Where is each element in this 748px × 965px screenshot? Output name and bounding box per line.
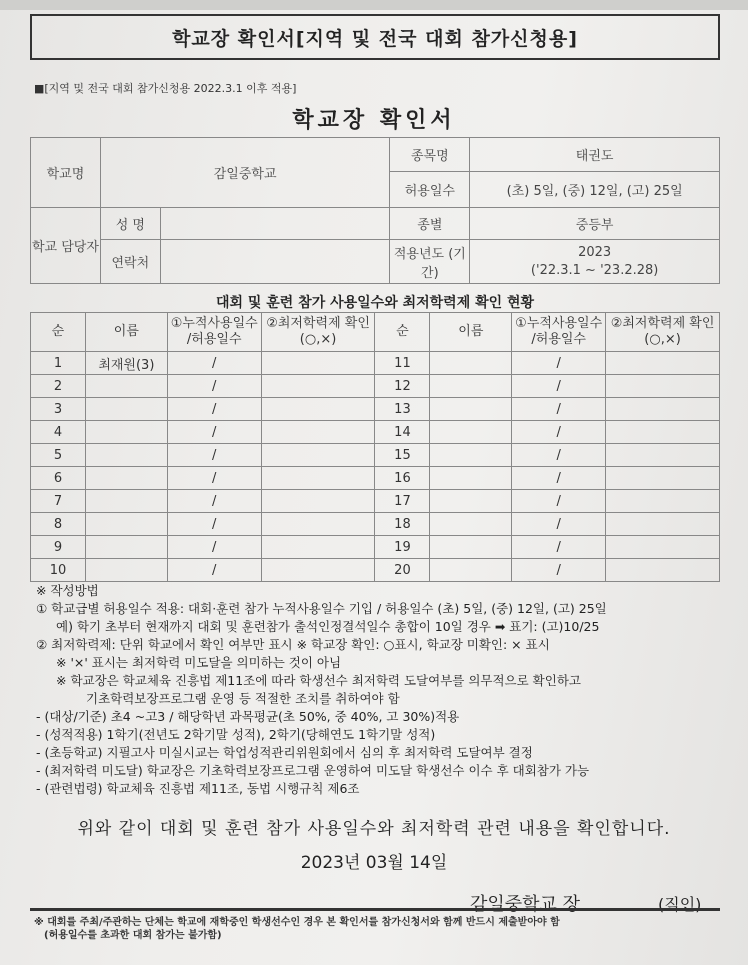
school-label: 학교명 xyxy=(31,138,101,208)
check-cell xyxy=(606,375,720,398)
col-name-right: 이름 xyxy=(430,313,512,352)
category-value: 중등부 xyxy=(470,208,720,240)
instruction-line: 기초학력보장프로그램 운영 등 적절한 조치를 취하여야 함 xyxy=(86,691,400,706)
athlete-name xyxy=(430,444,512,467)
days-cell: / xyxy=(167,536,261,559)
row-number: 8 xyxy=(31,513,86,536)
row-number: 20 xyxy=(375,559,430,582)
col-no-right: 순 xyxy=(375,313,430,352)
row-number: 4 xyxy=(31,421,86,444)
table-row xyxy=(31,375,720,398)
days-cell: / xyxy=(512,421,606,444)
instruction-line: - (초등학교) 지필고사 미실시교는 학업성적관리위원회에서 심의 후 최저학력 도달여부 결정 xyxy=(36,745,533,760)
instruction-line: ② 최저학력제: 단위 학교에서 확인 여부만 표시 ※ 학교장 확인: ○표시, 학교장 미확인: × 표시 xyxy=(36,637,550,652)
row-number: 15 xyxy=(375,444,430,467)
row-number: 7 xyxy=(31,490,86,513)
table-row xyxy=(31,467,720,490)
info-table xyxy=(30,137,720,284)
check-cell xyxy=(261,467,375,490)
school-value: 감일중학교 xyxy=(100,138,390,208)
check-cell xyxy=(606,352,720,375)
check-cell xyxy=(261,444,375,467)
row-number: 2 xyxy=(31,375,86,398)
row-number: 14 xyxy=(375,421,430,444)
check-cell xyxy=(261,490,375,513)
table-row xyxy=(31,490,720,513)
athlete-name xyxy=(430,421,512,444)
check-cell xyxy=(261,559,375,582)
year-value: 2023 xyxy=(578,244,612,260)
table-row xyxy=(31,352,720,375)
row-number: 11 xyxy=(375,352,430,375)
athlete-name xyxy=(430,490,512,513)
col-days-right: ①누적사용일수 /허용일수 xyxy=(512,313,606,352)
instruction-line: - (관련법령) 학교체육 진흥법 제11조, 동법 시행규칙 제6조 xyxy=(36,781,360,796)
instruction-line: - (최저학력 미도달) 학교장은 기초학력보장프로그램 운영하여 미도달 학생선수 이수 후 대회참가 가능 xyxy=(36,763,590,778)
check-cell xyxy=(261,536,375,559)
table-row xyxy=(31,536,720,559)
check-cell xyxy=(606,398,720,421)
issue-date: 2023년 03월 14일 xyxy=(300,853,448,873)
days-cell: / xyxy=(167,375,261,398)
instruction-line: ※ 학교장은 학교체육 진흥법 제11조에 따라 학생선수 최저학력 도달여부를 의무적으로 확인하고 xyxy=(56,673,581,688)
days-cell: / xyxy=(512,444,606,467)
days-cell: / xyxy=(167,421,261,444)
year-label: 적용년도 (기간) xyxy=(390,240,470,284)
days-cell: / xyxy=(167,490,261,513)
row-number: 12 xyxy=(375,375,430,398)
days-cell: / xyxy=(167,444,261,467)
row-number: 13 xyxy=(375,398,430,421)
document-header xyxy=(30,14,720,60)
col-check-left: ②최저학력제 확인(○,×) xyxy=(261,313,375,352)
status-table xyxy=(30,312,720,582)
instruction-line: - (성적적용) 1학기(전년도 2학기말 성적), 2학기(당해연도 1학기말 성적) xyxy=(36,727,436,742)
row-number: 6 xyxy=(31,467,86,490)
check-cell xyxy=(606,444,720,467)
row-number: 1 xyxy=(31,352,86,375)
athlete-name xyxy=(430,375,512,398)
check-cell xyxy=(606,536,720,559)
check-cell xyxy=(261,513,375,536)
status-rows xyxy=(31,352,720,582)
check-cell xyxy=(261,421,375,444)
days-cell: / xyxy=(512,375,606,398)
table-row xyxy=(31,444,720,467)
table-row xyxy=(31,398,720,421)
days-cell: / xyxy=(512,513,606,536)
event-label: 종목명 xyxy=(390,138,470,172)
athlete-name xyxy=(430,513,512,536)
instruction-line: 예) 학기 초부터 현재까지 대회 및 훈련참가 출석인정결석일수 총합이 10일 경우 ➡ 표기: (고)10/25 xyxy=(56,619,600,634)
days-cell: / xyxy=(512,490,606,513)
application-note: ■[지역 및 전국 대회 참가신청용 2022.3.1 이후 적용] xyxy=(34,82,297,95)
row-number: 16 xyxy=(375,467,430,490)
days-cell: / xyxy=(512,559,606,582)
athlete-name xyxy=(85,490,167,513)
top-strip xyxy=(0,0,748,10)
name-value xyxy=(160,208,390,240)
confirm-text: 위와 같이 대회 및 훈련 참가 사용일수와 최저학력 관련 내용을 확인합니다. xyxy=(77,819,671,839)
category-label: 종별 xyxy=(390,208,470,240)
athlete-name xyxy=(85,444,167,467)
header-title: 학교장 확인서[지역 및 전국 대회 참가신청용] xyxy=(172,27,578,50)
check-cell xyxy=(606,490,720,513)
manager-label: 학교 담당자 xyxy=(31,208,101,284)
contact-value xyxy=(160,240,390,284)
instruction-line: ① 학교급별 허용일수 적용: 대회·훈련 참가 누적사용일수 기입 / 허용일수 (초) 5일, (중) 12일, (고) 25일 xyxy=(36,601,607,616)
days-cell: / xyxy=(167,398,261,421)
col-name-left: 이름 xyxy=(85,313,167,352)
bottom-note-line: (허용일수를 초과한 대회 참가는 불가함) xyxy=(44,930,222,941)
athlete-name: 최재원(3) xyxy=(85,352,167,375)
athlete-name xyxy=(85,375,167,398)
athlete-name xyxy=(85,513,167,536)
days-cell: / xyxy=(167,559,261,582)
check-cell xyxy=(606,513,720,536)
days-cell: / xyxy=(167,467,261,490)
main-title: 학교장 확인서 xyxy=(292,108,456,133)
row-number: 17 xyxy=(375,490,430,513)
days-cell: / xyxy=(512,467,606,490)
athlete-name xyxy=(430,559,512,582)
name-label: 성 명 xyxy=(100,208,160,240)
athlete-name xyxy=(430,467,512,490)
check-cell xyxy=(606,467,720,490)
contact-label: 연락처 xyxy=(100,240,160,284)
check-cell xyxy=(261,352,375,375)
days-cell: / xyxy=(167,513,261,536)
table-row xyxy=(31,513,720,536)
instruction-line: - (대상/기준) 초4 ~고3 / 해당학년 과목평균(초 50%, 중 40%, 고 30%)적용 xyxy=(36,709,460,724)
event-value: 태권도 xyxy=(470,138,720,172)
bottom-note-line: ※ 대회를 주최/주관하는 단체는 학교에 재학중인 학생선수인 경우 본 확인서를 참가신청서와 함께 반드시 제출받아야 함 xyxy=(34,917,560,928)
row-number: 5 xyxy=(31,444,86,467)
period-value: ('22.3.1 ~ '23.2.28) xyxy=(530,262,659,278)
table-row xyxy=(31,421,720,444)
check-cell xyxy=(261,375,375,398)
status-caption: 대회 및 훈련 참가 사용일수와 최저학력제 확인 현황 xyxy=(215,295,535,311)
check-cell xyxy=(606,421,720,444)
seal-label: (직인) xyxy=(658,895,702,914)
athlete-name xyxy=(430,398,512,421)
principal-signature: 감일중학교 장 xyxy=(470,894,581,915)
row-number: 9 xyxy=(31,536,86,559)
athlete-name xyxy=(430,536,512,559)
athlete-name xyxy=(85,398,167,421)
allowed-days-label: 허용일수 xyxy=(390,172,470,208)
bottom-note xyxy=(34,916,734,942)
allowed-days-value: (초) 5일, (중) 12일, (고) 25일 xyxy=(470,172,720,208)
bottom-divider xyxy=(30,908,720,911)
check-cell xyxy=(261,398,375,421)
row-number: 18 xyxy=(375,513,430,536)
row-number: 3 xyxy=(31,398,86,421)
check-cell xyxy=(606,559,720,582)
athlete-name xyxy=(430,352,512,375)
days-cell: / xyxy=(512,398,606,421)
row-number: 19 xyxy=(375,536,430,559)
col-no-left: 순 xyxy=(31,313,86,352)
year-value-cell xyxy=(470,240,720,284)
days-cell: / xyxy=(167,352,261,375)
athlete-name xyxy=(85,559,167,582)
days-cell: / xyxy=(512,536,606,559)
col-days-left: ①누적사용일수 /허용일수 xyxy=(167,313,261,352)
table-row xyxy=(31,559,720,582)
row-number: 10 xyxy=(31,559,86,582)
col-check-right: ②최저학력제 확인(○,×) xyxy=(606,313,720,352)
athlete-name xyxy=(85,467,167,490)
days-cell: / xyxy=(512,352,606,375)
athlete-name xyxy=(85,421,167,444)
instruction-line: ※ '×' 표시는 최저학력 미도달을 의미하는 것이 아님 xyxy=(56,655,342,670)
instructions-heading: ※ 작성방법 xyxy=(36,583,99,598)
instructions xyxy=(36,582,726,798)
athlete-name xyxy=(85,536,167,559)
